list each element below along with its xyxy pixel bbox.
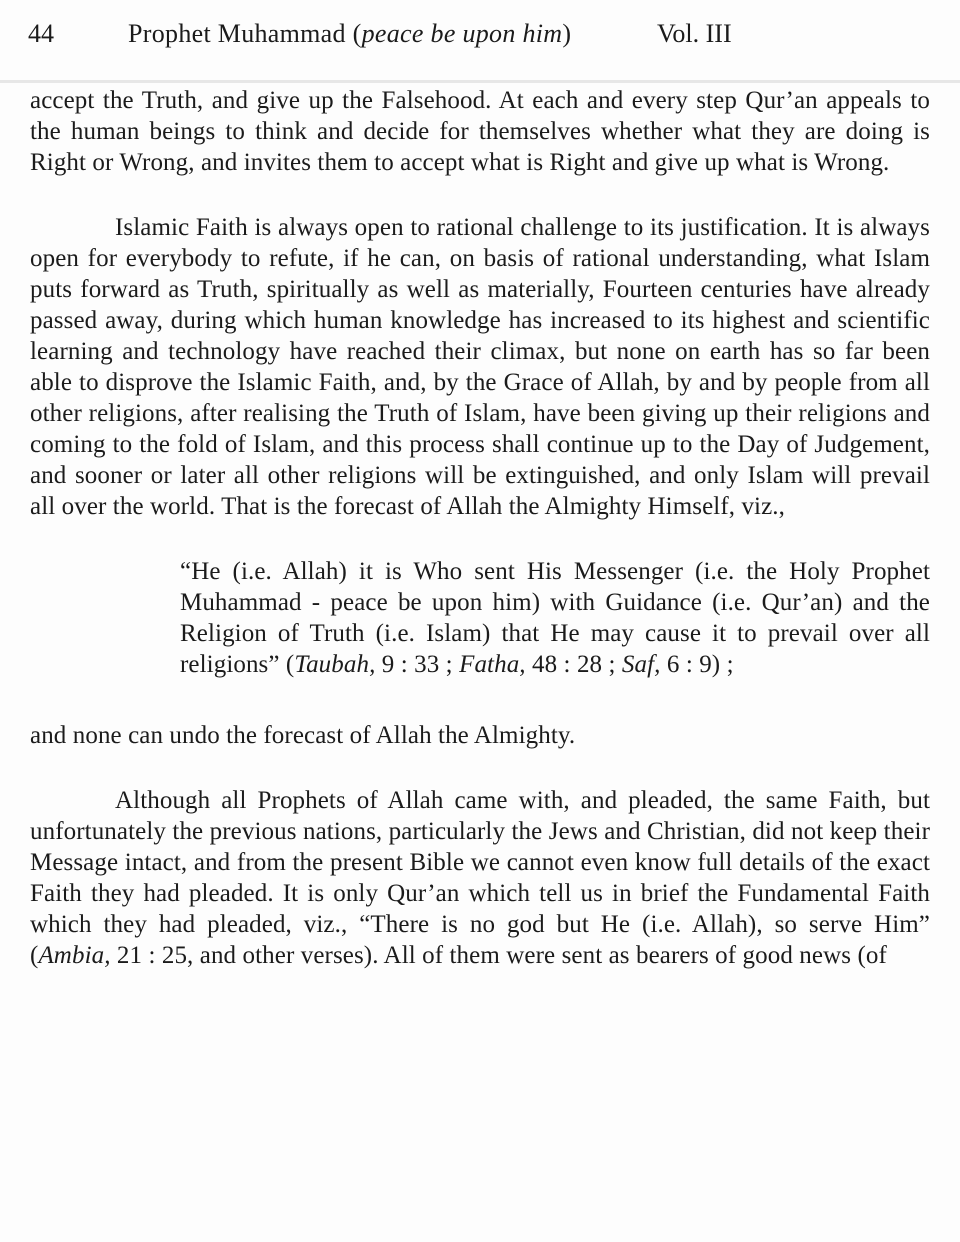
page-body: [30, 85, 930, 1005]
quote-text: “He (i.e. Allah) it is Who sent His Messenger (i.e. the Holy Prophet Muhammad - peace be upon him) with Guidance (i.e. Qur’an) and the Religion of Truth (i.e. Islam) that He may cause it to prevail over all religions” (: [180, 558, 930, 678]
running-title: [128, 18, 571, 50]
page-number: 44: [28, 19, 54, 48]
citation-saf: Saf,: [621, 651, 661, 678]
citation-taubah: Taubah,: [294, 651, 376, 678]
paragraph-forecast: and none can undo the forecast of Allah the Almighty.: [30, 722, 576, 749]
citation-verse-1: 9 : 33 ;: [375, 651, 460, 678]
paragraph-continuation: accept the Truth, and give up the Falsehood. At each and every step Qur’an appeals to the human beings to think and decide for themselves whether what they are doing is Right or Wrong, and invites them to accept what is Right and give up what is Wrong.: [30, 87, 930, 176]
citation-verse-3: 6 : 9) ;: [660, 651, 734, 678]
volume-label: Vol. III: [657, 19, 732, 48]
citation-verse-2: 48 : 28 ;: [525, 651, 622, 678]
citation-ambia: Ambia,: [38, 942, 111, 969]
running-title-italic: peace be upon him: [361, 19, 563, 48]
scripture-quote: [180, 556, 930, 680]
citation-fatha: Fatha,: [459, 651, 526, 678]
paragraph-islamic-faith: Islamic Faith is always open to rational challenge to its justification. It is always open for everybody to refute, if he can, on basis of rational understanding, what Islam puts forward as Truth, spiritually as well as materially, Fourteen centuries have already passed away, during which human knowledge has increased to its highest and scientific learning and technology have reached their climax, but none on earth has so far been able to disprove the Islamic Faith, and, by the Grace of Allah, by and by people from all other religions, after realising the Truth of Islam, have been giving up their religions and coming to the fold of Islam, and this process shall continue up to the Day of Judgement, and sooner or later all other religions will be extinguished, and only Islam will prevail all over the world. That is the forecast of Allah the Almighty Himself, viz.,: [30, 214, 930, 520]
header-rule: [0, 80, 960, 83]
running-title-close: ): [562, 19, 572, 48]
paragraph-prophets-end: 21 : 25, and other verses). All of them were sent as bearers of good news (of: [110, 942, 887, 969]
page-header: [0, 18, 960, 52]
running-title-text: Prophet Muhammad (: [128, 19, 362, 48]
paragraph-prophets-text: Although all Prophets of Allah came with, and pleaded, the same Faith, but unfortunately the previous nations, particularly the Jews and Christian, did not keep their Message intact, and from the present Bible we cannot even know full details of the exact Faith they had pleaded. It is only Qur’an which tell us in brief the Fundamental Faith which they had pleaded, viz., “There is no god but He (i.e. Allah), so serve Him” (: [30, 787, 930, 969]
paragraph-prophets: [30, 785, 930, 971]
